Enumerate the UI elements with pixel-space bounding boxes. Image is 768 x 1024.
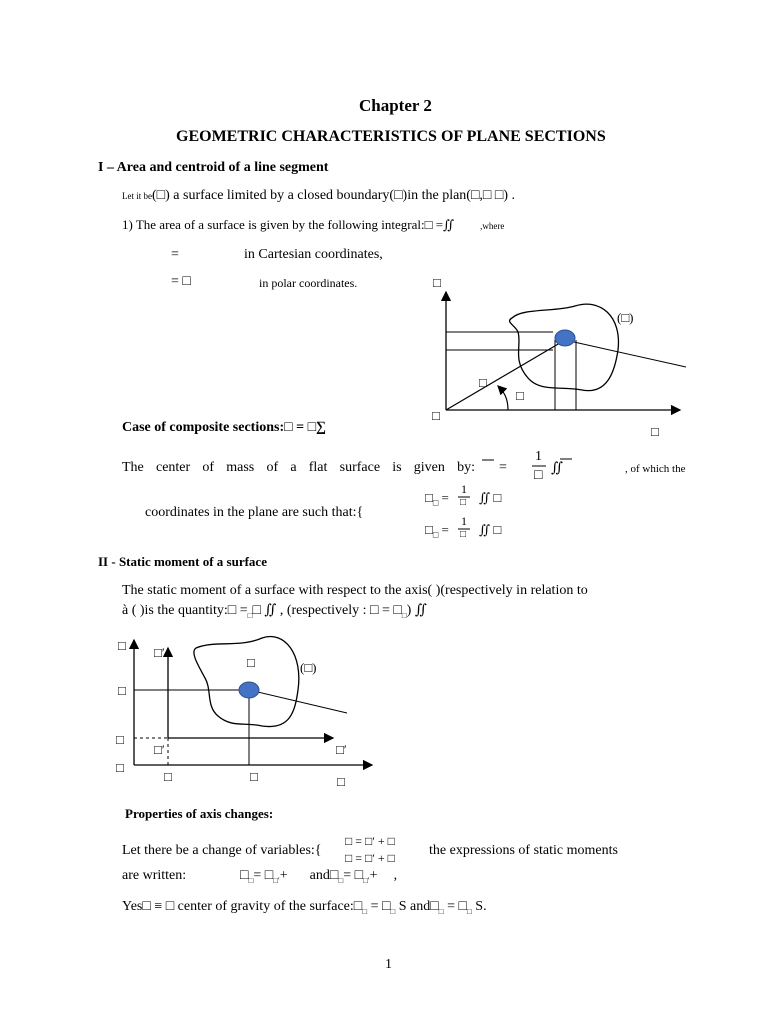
fig2-b-label: □ [116,732,124,747]
center-of-mass-text: The center of mass of a flat surface is given by: [122,460,475,475]
polar-eq-symbol: = □ [171,274,191,289]
coord-eq1-frac-den: □ [460,497,467,508]
composite-sections: Case of composite sections:□ = □∑ [122,420,327,435]
moment-expressions: $□_□=$ $□_{□'}+$ $and□_□=$ $□_{□'}+$ , [240,868,398,885]
fig1-theta-label: □ [516,388,524,403]
chapter-number: Chapter 2 [359,96,432,115]
fig2-xprime-label: □′ [336,742,347,757]
coord-eq2-frac-den: □ [460,529,467,540]
change-of-variables-text: Let there be a change of variables:{ [122,843,322,858]
coord-eq1: $□_□$ = [425,490,449,508]
area-integral-text: 1) The area of a surface is given by the following integral:□ =∬ [122,217,455,232]
fig2-a-label: □ [164,769,172,784]
fig2-y-label: □ [118,638,126,653]
fig2-x-level-label: □ [250,769,258,784]
intro-small: Let it be [122,191,152,201]
coord-eq1-frac-num: 1 [461,482,467,496]
static-moment-line1: The static moment of a surface with respect to the axis( )(respectively in relation to [122,583,588,598]
coord-eq2-frac-num: 1 [461,514,467,528]
change-tail-text: the expressions of static moments [429,843,618,858]
chapter-title: GEOMETRIC CHARACTERISTICS OF PLANE SECTIONS [176,128,606,145]
fig2-x-label: □ [337,774,345,789]
fig2-region-label: (□) [300,660,317,675]
intro-text: (□) a surface limited by a closed boundary(□)in the plan(□,□ □) . [152,188,515,203]
com-frac-num: 1 [535,449,542,464]
fig2-xprime-origin-label: □′ [154,742,165,757]
coord-eq1-integral: ∬ □ [479,490,502,505]
centroid-condition-line: Yes□ ≡ □ center of gravity of the $surface:□_□$ = $□_□$ S $and□_□$ = $□_□$ S. [122,899,487,916]
cartesian-eq-text: in Cartesian coordinates, [244,247,383,262]
fig1-r-label: □ [479,375,487,390]
fig1-x-label: □ [651,424,659,439]
section2-heading: II - Static moment of a surface [98,554,267,569]
fig1-origin-label: □ [432,408,440,423]
polar-eq-text: in polar coordinates. [259,276,358,290]
coord-eq2: $□_□$ = [425,522,449,540]
com-tail: , of which the [625,463,686,475]
fig1-region-label: (□) [617,310,634,325]
static-moment-line2: à ( )is the quantity:□ $=_□□$ ∬ , (respectively : □ = $□_□$) ∬ [122,603,427,620]
change-system-eq2: □ = □′ + □ [345,851,395,865]
properties-heading: Properties of axis changes: [125,806,274,821]
change-system-eq1: □ = □′ + □ [345,834,395,848]
fig1-y-label: □ [433,275,441,290]
area-where: ,where [480,221,505,231]
coord-eq2-integral: ∬ □ [479,522,502,537]
page-number: 1 [385,957,392,972]
section1-heading: I – Area and centroid of a line segment [98,160,329,175]
com-equals: = [499,460,507,475]
coordinates-text: coordinates in the plane are such that:{ [145,505,364,520]
com-frac-den: □ [534,468,543,483]
fig2-centroid-point [239,682,259,698]
fig2-b2-label: □ [116,760,124,775]
com-integral: ∬ [551,461,563,476]
are-written-text: are written: [122,868,187,883]
fig2-y-level-label: □ [118,683,126,698]
fig2-yprime-label: □′ [154,645,165,660]
fig2-surface-boundary [194,637,299,727]
fig2-dA-label: □ [247,655,255,670]
cartesian-eq-symbol: = [171,247,179,262]
